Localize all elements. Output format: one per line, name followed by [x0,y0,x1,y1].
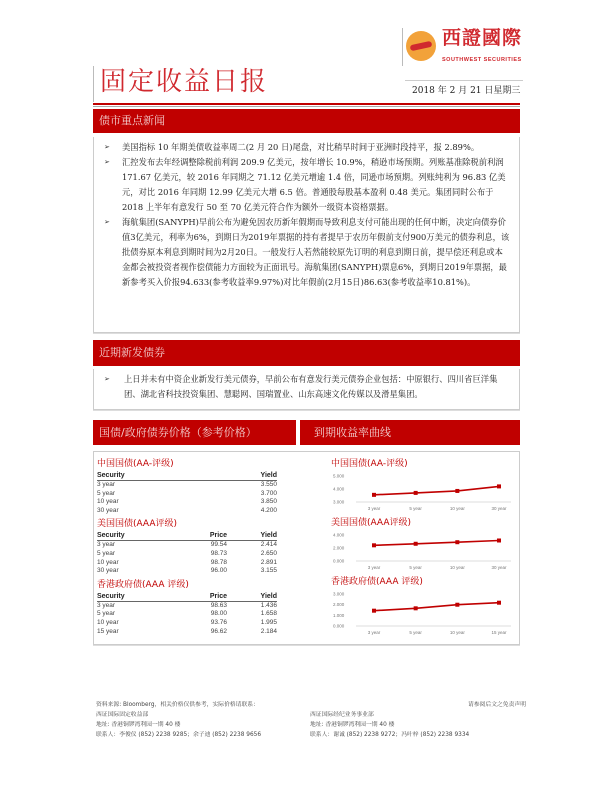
col-security: Security [97,592,125,600]
price: 93.76 [210,618,227,626]
price: 96.62 [210,627,227,635]
table-row [97,567,277,576]
price [192,490,227,499]
section-title: 国债/政府债券价格（参考价格） [99,425,257,439]
price [192,507,227,516]
chart-title: 香港政府债(AAA 评级) [331,577,423,587]
data-point [414,606,418,610]
yield: 3.700 [260,489,277,497]
data-point [497,601,501,605]
y-tick-label: 4.000 [333,486,345,492]
y-tick-label: 1.000 [333,612,345,618]
col-yield: Yield [260,592,277,600]
yield-chart [331,517,516,573]
x-tick-label: 15 year [491,630,507,635]
price-table [97,518,277,575]
yield: 2.414 [260,541,277,549]
section-title: 近期新发债券 [99,346,165,359]
series-line [374,540,499,545]
table-row [97,602,277,611]
price [192,498,227,507]
table-title: 香港政府债(AAA 评级) [97,579,189,590]
data-point [414,491,418,495]
yield: 4.200 [260,506,277,514]
security: 5 year [97,489,116,497]
col-yield: Yield [260,532,277,540]
security: 5 year [97,610,116,618]
y-tick-label: 4.000 [333,532,345,538]
col-security: Security [97,472,125,479]
contact-left-people: 联系人：李俊仪 (852) 2238 9285；余子迪 (852) 2238 9656 [96,732,262,738]
news-item: ➢ 美国指标 10 年期美债收益率周二(2 月 20 日)尾盘，对比稍早时间于亚洲时段持平，报 2.89%。 [102,140,511,155]
yield-chart [331,458,516,514]
company-logo [406,26,526,68]
table-title: 美国国债(AAA评级) [97,519,177,530]
col-security: Security [97,532,125,540]
lower-headings [93,420,520,445]
price: 96.00 [210,567,227,575]
yield: 2.650 [260,549,277,557]
section-curves-heading [300,420,520,445]
security: 3 year [97,601,116,609]
price: 98.73 [210,549,227,557]
security: 3 year [97,541,116,549]
disclaimer-link[interactable]: 请参阅后文之免责声明 [468,702,526,708]
security: 10 year [97,618,119,626]
table-row [97,541,277,550]
chart-title: 中国国债(AA-评级) [331,459,408,469]
x-tick-label: 5 year [409,565,422,570]
series-line [374,486,499,494]
yield: 2.184 [260,627,277,635]
price-table [97,458,277,515]
data-point [455,540,459,544]
news-item: ➢ 汇控发布去年经调整除税前利润 209.9 亿美元，按年增长 10.9%，稍逊市场预期。列账基准除税前利润 171.67 亿美元，较 2016 年同期之 71.12 亿美元增逾 1.4 倍，同逊市场预期。列账纯利为 96.83 亿美元，对比 2016 年同期 12.99 亿美元大增 6.5 倍。普通股每股基本盈利 0.48 美元。集团同时公布于 2018 上半年有意发行 50 至 70 亿美元符合作为额外一级资本资格票据。 [102,155,511,215]
x-tick-label: 30 year [491,506,507,511]
logo-cn: 西證國際 [442,27,523,49]
x-tick-label: 10 year [449,630,465,635]
title-divider [93,66,94,102]
yield: 3.550 [260,481,277,488]
main-content [93,109,520,645]
y-tick-label: 0.000 [333,558,345,564]
yield: 1.658 [260,610,277,618]
x-tick-label: 30 year [491,565,507,570]
table-row [97,619,277,628]
table-header [97,591,277,602]
table-row [97,559,277,568]
data-point [497,484,501,488]
section-prices-heading [93,420,296,445]
col-yield: Yield [260,472,277,479]
chart-svg [331,470,516,514]
table-row [97,507,277,516]
data-point [497,538,501,542]
news-list [102,140,511,290]
data-point [372,543,376,547]
table-row [97,481,277,490]
section-title: 债市重点新闻 [99,114,165,127]
section-news-heading [93,109,520,133]
x-tick-label: 3 year [367,565,381,570]
table-row [97,490,277,499]
x-tick-label: 3 year [367,630,381,635]
data-point [414,542,418,546]
data-point [372,493,376,497]
price [192,481,227,490]
price: 99.54 [210,541,227,549]
yield-curves [331,455,516,638]
chart-svg [331,588,516,638]
news-box [93,137,520,333]
table-row [97,550,277,559]
new-bonds-item: ➢ 上日并未有中资企业新发行美元债券，早前公布有意发行美元债券企业包括：中原银行、四川省巨洋集团、湖北省科技投资集团、慧聪网、国瑞置业、山东高速文化传媒以及滑星集团。 [102,372,511,402]
security: 3 year [97,481,116,488]
table-header [97,470,277,481]
chart-title: 美国国债(AAA评级) [331,518,411,528]
y-tick-label: 3.000 [333,499,345,505]
yield: 3.850 [260,498,277,506]
table-row [97,610,277,619]
y-tick-label: 0.000 [333,623,345,629]
new-bonds-box [93,369,520,410]
security: 10 year [97,558,119,566]
price: 98.63 [210,601,227,609]
security: 30 year [97,567,119,575]
logo-emblem-icon [406,31,436,61]
table-title: 中国国债(AA-评级) [97,459,174,469]
report-date: 2018 年 2 月 21 日星期三 [412,86,521,96]
price: 98.78 [210,558,227,566]
x-tick-label: 3 year [367,506,381,511]
x-tick-label: 10 year [449,565,465,570]
table-row [97,628,277,637]
page-title: 固定收益日报 [100,67,269,97]
contact-left-dept: 西证国际固定收益部 [96,712,149,718]
price-tables [97,455,331,638]
yield: 1.436 [260,601,277,609]
section-title: 到期收益率曲线 [314,425,391,439]
data-point [372,609,376,613]
table-row [97,498,277,507]
header-rule-thin [93,106,520,107]
yield: 1.995 [260,618,277,626]
x-tick-label: 5 year [409,630,422,635]
contact-right-people: 联系人：谢诚 (852) 2238 9272；冯叶梓 (852) 2238 9334 [310,732,470,738]
price: 98.00 [210,610,227,618]
footer [96,700,526,740]
source-note: 资料来源: Bloomberg，相关价格仅供参考，实际价格请联系： [96,702,259,708]
y-tick-label: 2.000 [333,602,345,608]
security: 5 year [97,549,116,557]
section-new-bonds-heading [93,340,520,366]
header-rule [93,103,520,105]
yield: 3.155 [260,567,277,575]
col-price: Price [209,592,227,600]
y-tick-label: 5.000 [333,473,345,479]
logo-divider [402,28,403,66]
data-point [455,603,459,607]
col-price [192,471,227,480]
x-tick-label: 10 year [449,506,465,511]
data-point [455,489,459,493]
news-item: ➢ 海航集团(SANYPH)早前公布为避免因农历新年假期而导致利息支付可能出现的任何中断，决定向债券价值3亿美元，利率为6%，到期日为2019年票据的持有者提早于农历年假前支付900万美元的债券利息，该批债券原本利息到期时间为2月20日。一般发行人若然能较原先订明的利息到期日前，提早偿还利息或本金都会被投资者视作偿债能力方面较为正面讯号。海航集团(SANYPH)票息6%，到期日2019年票据，最新参考买入价报94.633(参考收益率9.97%)对比年假前(2月15日)86.63(参考收益率10.81%)。 [102,215,511,290]
col-price: Price [209,532,227,540]
prices-box [93,451,520,645]
contact-right-address: 地址: 香港铜锣湾利园一期 40 楼 [310,722,395,728]
new-bonds-list [102,372,511,402]
security: 15 year [97,627,119,635]
table-header [97,530,277,541]
date-divider [405,80,523,81]
series-line [374,603,499,611]
price-table [97,579,277,636]
logo-en: SOUTHWEST SECURITIES [442,57,522,63]
chart-svg [331,529,516,573]
y-tick-label: 2.000 [333,545,345,551]
security: 30 year [97,506,119,514]
x-tick-label: 5 year [409,506,422,511]
yield: 2.891 [260,558,277,566]
contact-right-dept: 西证国际经纪业务事业部 [310,712,374,718]
security: 10 year [97,498,119,506]
contact-left-address: 地址: 香港铜锣湾利园一期 40 楼 [96,722,181,728]
y-tick-label: 3.000 [333,591,345,597]
yield-chart [331,576,516,638]
